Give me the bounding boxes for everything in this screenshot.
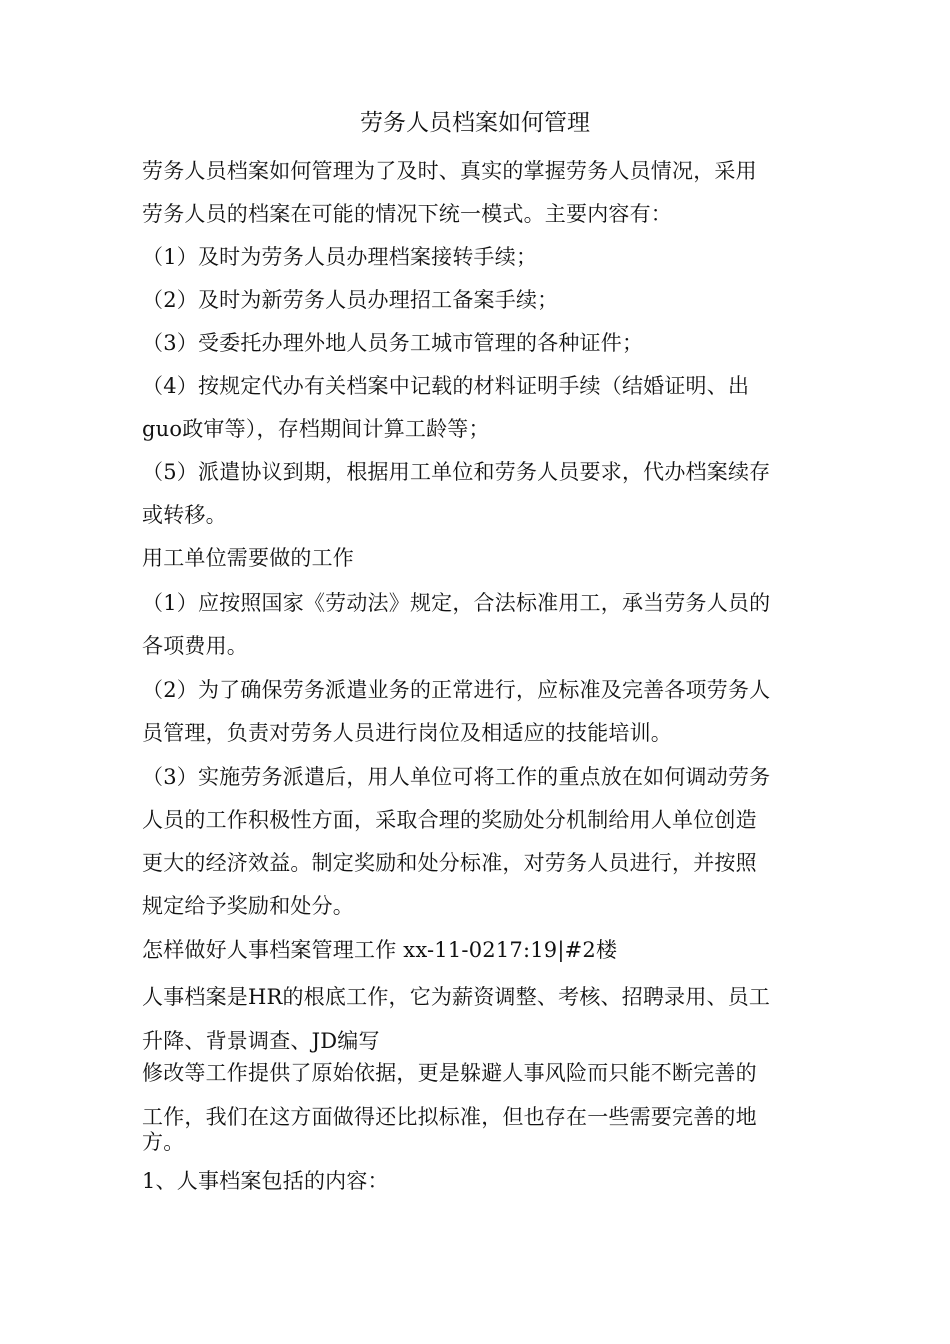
document-title: 劳务人员档案如何管理 [360, 110, 590, 136]
hr-paragraph-line-4: 工作，我们在这方面做得还比拟标准，但也存在一些需要完善的地 [142, 1105, 757, 1129]
hr-paragraph-line-2: 升降、背景调查、JD编写 [142, 1029, 380, 1053]
post-heading: 怎样做好人事档案管理工作 xx-11-0217:19|#2楼 [142, 938, 618, 962]
list-item-4-cont: guo政审等），存档期间计算工龄等； [142, 417, 490, 441]
employer-item-3-cont-3: 规定给予奖励和处分。 [142, 894, 354, 918]
employer-item-3: （3）实施劳务派遣后，用人单位可将工作的重点放在如何调动劳务 [142, 765, 771, 789]
list-item-5-cont: 或转移。 [142, 503, 227, 527]
employer-item-3-cont-1: 人员的工作积极性方面，采取合理的奖励处分机制给用人单位创造 [142, 808, 757, 832]
section-heading-employer: 用工单位需要做的工作 [142, 546, 354, 570]
employer-item-1: （1）应按照国家《劳动法》规定，合法标准用工，承当劳务人员的 [142, 591, 771, 615]
list-item-4: （4）按规定代办有关档案中记载的材料证明手续（结婚证明、出 [142, 374, 750, 398]
list-item-2: （2）及时为新劳务人员办理招工备案手续； [142, 288, 559, 312]
list-item-3: （3）受委托办理外地人员务工城市管理的各种证件； [142, 331, 644, 355]
paragraph-line-1: 劳务人员档案如何管理为了及时、真实的掌握劳务人员情况，采用 [142, 159, 757, 183]
section-heading-contents: 1、人事档案包括的内容： [142, 1169, 389, 1193]
list-item-1: （1）及时为劳务人员办理档案接转手续； [142, 245, 538, 269]
employer-item-1-cont: 各项费用。 [142, 634, 248, 658]
list-item-5: （5）派遣协议到期，根据用工单位和劳务人员要求，代办档案续存 [142, 460, 771, 484]
employer-item-2: （2）为了确保劳务派遣业务的正常进行，应标准及完善各项劳务人 [142, 678, 771, 702]
hr-paragraph-line-1: 人事档案是HR的根底工作，它为薪资调整、考核、招聘录用、员工 [142, 985, 771, 1009]
hr-paragraph-line-3: 修改等工作提供了原始依据，更是躲避人事风险而只能不断完善的 [142, 1061, 757, 1085]
employer-item-2-cont: 员管理，负责对劳务人员进行岗位及相适应的技能培训。 [142, 721, 672, 745]
paragraph-line-2: 劳务人员的档案在可能的情况下统一模式。主要内容有： [142, 202, 672, 226]
hr-paragraph-line-5: 方。 [142, 1130, 185, 1154]
employer-item-3-cont-2: 更大的经济效益。制定奖励和处分标准，对劳务人员进行，并按照 [142, 851, 757, 875]
